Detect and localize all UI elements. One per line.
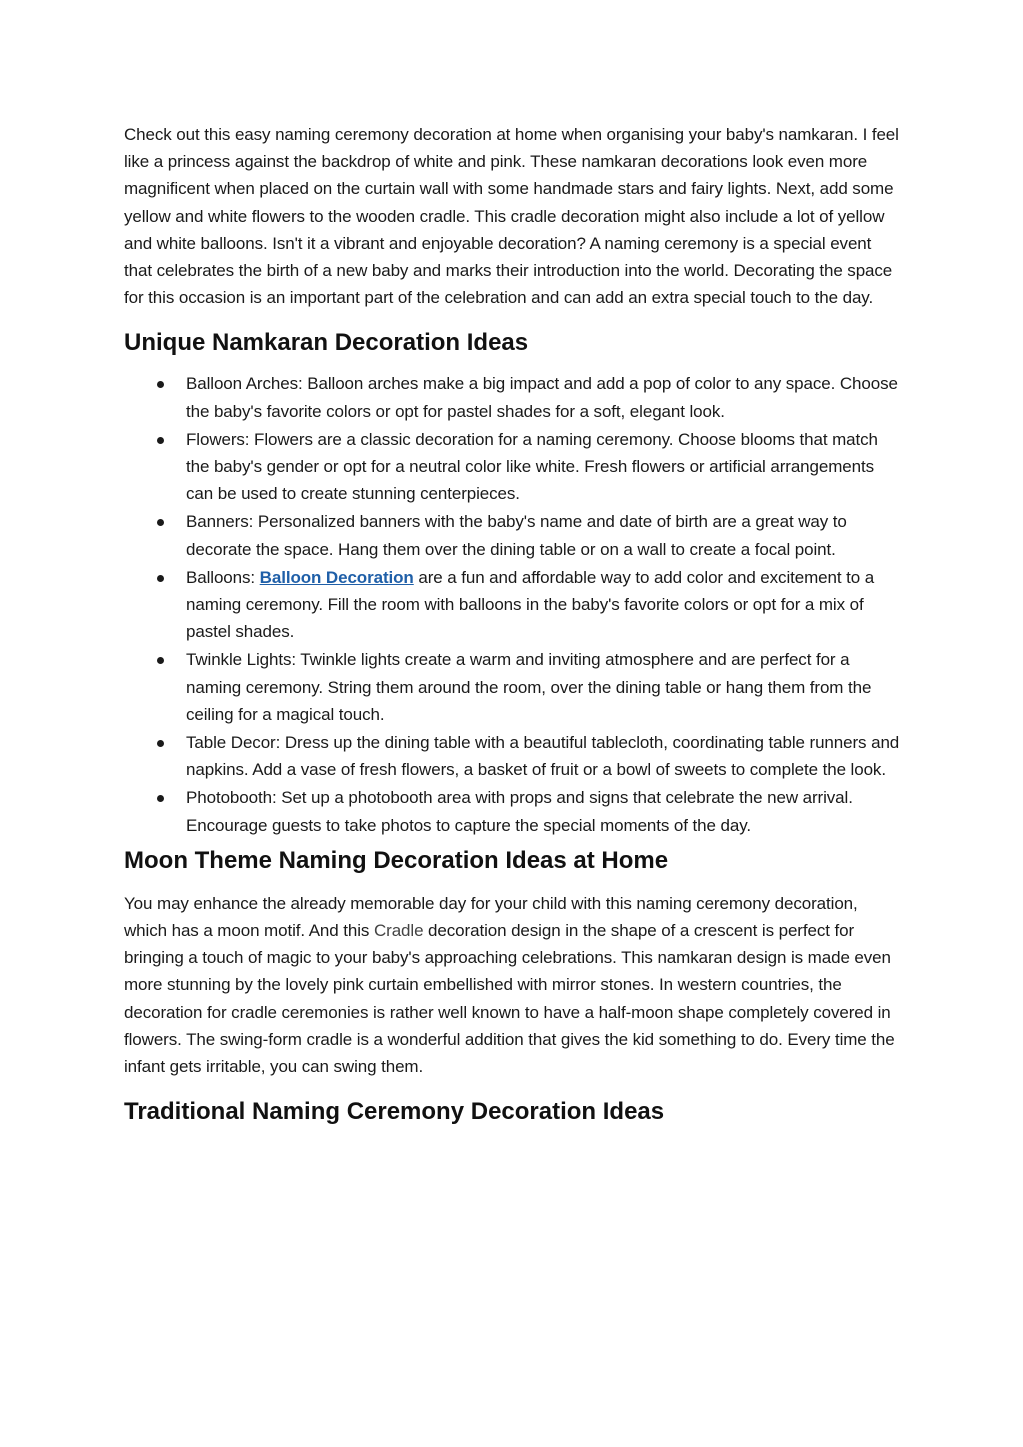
list-item-text: Table Decor: Dress up the dining table with a beautiful tablecloth, coordinating table runners and napkins. Add a vase of fresh flowers, a basket of fruit or a bowl of sweets to complete the look. (186, 733, 900, 780)
list-item (124, 646, 900, 728)
bullet-icon (157, 381, 164, 388)
bullet-icon (157, 575, 164, 582)
bullet-icon (157, 437, 164, 444)
bullet-icon (157, 795, 164, 802)
list-item-text: Photobooth: Set up a photobooth area with props and signs that celebrate the new arrival. Encourage guests to take photos to capture the special moments of the day. (186, 788, 853, 835)
moon-text-after: decoration design in the shape of a crescent is perfect for bringing a touch of magic to your baby's approaching celebrations. This namkaran design is made even more stunning by the lovely pink curtain embellished with mirror stones. In western countries, the decoration for cradle ceremonies is rather well known to have a half-moon shape completely covered in flowers. The swing-form cradle is a wonderful addition that gives the kid something to do. Every time the infant gets irritable, you can swing them. (124, 921, 895, 1077)
list-item-text: Twinkle Lights: Twinkle lights create a warm and inviting atmosphere and are perfect for a naming ceremony. String them around the room, over the dining table or hang them from the ceiling for a magical touch. (186, 650, 872, 724)
list-item-text: Banners: Personalized banners with the baby's name and date of birth are a great way to decorate the space. Hang them over the dining table or on a wall to create a focal point. (186, 512, 847, 559)
section-heading-traditional: Traditional Naming Ceremony Decoration Ideas (124, 1098, 665, 1126)
moon-text-before: You may enhance the already memorable day for your child with this naming ceremony decoration, which has a moon motif. And this (124, 893, 858, 941)
section-heading-moon-theme: Moon Theme Naming Decoration Ideas at Home (124, 846, 669, 874)
list-item (124, 784, 900, 838)
moon-theme-paragraph (124, 890, 900, 1080)
bullet-icon (157, 740, 164, 747)
cradle-word: Cradle (373, 921, 424, 941)
list-item (124, 729, 900, 783)
intro-paragraph: Check out this easy naming ceremony decoration at home when organising your baby's namkaran. I feel like a princess against the backdrop of white and pink. These namkaran decorations look even more magnificent when placed on the curtain wall with some handmade stars and fairy lights. Next, add some yellow and white flowers to the wooden cradle. This cradle decoration might also include a lot of yellow and white balloons. Isn't it a vibrant and enjoyable decoration? A naming ceremony is a special event that celebrates the birth of a new baby and marks their introduction into the world. Decorating the space for this occasion is an important part of the celebration and can add an extra special touch to the day. (124, 125, 899, 308)
list-item (124, 370, 900, 424)
list-item-prefix: Balloons: (186, 567, 260, 587)
list-item-text: Balloon Arches: Balloon arches make a big impact and add a pop of color to any space. Choose the baby's favorite colors or opt for pastel shades for a soft, elegant look. (186, 374, 898, 421)
list-item (124, 564, 900, 646)
bullet-icon (157, 519, 164, 526)
list-item-text: Flowers: Flowers are a classic decoration for a naming ceremony. Choose blooms that match the baby's gender or opt for a neutral color like white. Fresh flowers or artificial arrangements can be used to create stunning centerpieces. (186, 429, 878, 504)
document-page (124, 121, 900, 1127)
ideas-list (124, 370, 900, 838)
list-item-suffix: are a fun and affordable way to add color and excitement to a naming ceremony. Fill the room with balloons in the baby's favorite colors or opt for a mix of pastel shades. (186, 567, 875, 642)
list-item (124, 508, 900, 562)
bullet-icon (157, 657, 164, 664)
list-item (124, 426, 900, 508)
section-heading-unique-ideas: Unique Namkaran Decoration Ideas (124, 329, 529, 357)
balloon-decoration-link[interactable]: Balloon Decoration (259, 567, 414, 587)
